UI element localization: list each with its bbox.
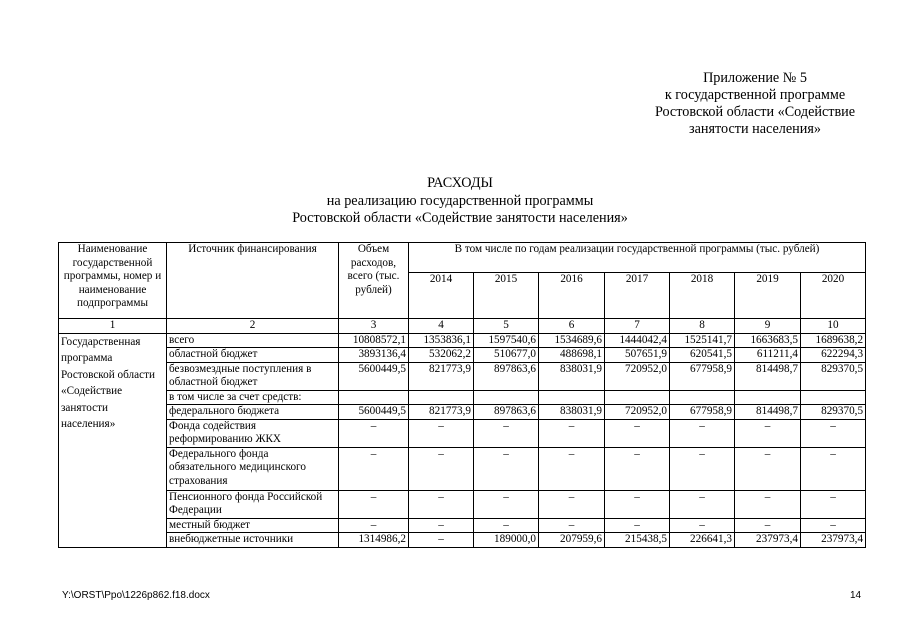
value-cell: – [670, 490, 735, 518]
source-cell: Федерального фонда обязательного медицинского страхования [167, 447, 339, 490]
column-number: 3 [339, 319, 409, 334]
value-cell: – [735, 518, 801, 533]
appendix-block [600, 70, 905, 138]
value-cell: – [801, 490, 866, 518]
value-cell: – [670, 419, 735, 447]
header-year: 2018 [670, 273, 735, 319]
table-row [59, 362, 866, 390]
value-cell: – [735, 447, 801, 490]
header-year: 2017 [605, 273, 670, 319]
value-cell: 226641,3 [670, 533, 735, 548]
header-year: 2020 [801, 273, 866, 319]
value-cell: 1353836,1 [409, 333, 474, 348]
column-number: 5 [474, 319, 539, 334]
value-cell: 814498,7 [735, 405, 801, 420]
value-cell: 720952,0 [605, 405, 670, 420]
expenses-table [58, 242, 866, 548]
appendix-line: Приложение № 5 [703, 70, 807, 86]
table-row [59, 333, 866, 348]
value-cell: – [801, 419, 866, 447]
source-cell: внебюджетные источники [167, 533, 339, 548]
appendix-line: занятости населения» [689, 121, 821, 137]
value-cell: 677958,9 [670, 362, 735, 390]
header-total: Объем расходов, всего (тыс. рублей) [339, 243, 409, 319]
value-cell: 507651,9 [605, 348, 670, 363]
value-cell: – [474, 518, 539, 533]
table-row [59, 518, 866, 533]
value-cell: 3893136,4 [339, 348, 409, 363]
value-cell: 488698,1 [539, 348, 605, 363]
title-line: на реализацию государственной программы [326, 192, 594, 209]
program-name: Государственная программа Ростовской области «Содействие занятости населения» [59, 333, 167, 547]
value-cell: 1689638,2 [801, 333, 866, 348]
value-cell: 821773,9 [409, 405, 474, 420]
value-cell: 720952,0 [605, 362, 670, 390]
value-cell: – [409, 533, 474, 548]
value-cell: – [474, 447, 539, 490]
column-number-row [59, 319, 866, 334]
value-cell: 814498,7 [735, 362, 801, 390]
table-row [59, 447, 866, 490]
table-row [59, 419, 866, 447]
value-cell: 1525141,7 [670, 333, 735, 348]
value-cell: 237973,4 [801, 533, 866, 548]
appendix-line: к государственной программе [664, 87, 846, 103]
value-cell [409, 390, 474, 405]
header-year: 2014 [409, 273, 474, 319]
value-cell: 838031,9 [539, 362, 605, 390]
value-cell: 532062,2 [409, 348, 474, 363]
value-cell: 510677,0 [474, 348, 539, 363]
page-number: 14 [850, 590, 862, 601]
value-cell: – [605, 419, 670, 447]
value-cell: – [409, 490, 474, 518]
value-cell: – [801, 518, 866, 533]
table-row [59, 533, 866, 548]
value-cell: 620541,5 [670, 348, 735, 363]
value-cell: 821773,9 [409, 362, 474, 390]
value-cell: – [670, 518, 735, 533]
value-cell [670, 390, 735, 405]
table-row [59, 405, 866, 420]
value-cell: 207959,6 [539, 533, 605, 548]
value-cell: 5600449,5 [339, 405, 409, 420]
header-source: Источник финансирования [167, 243, 339, 319]
header-name: Наименование государственной программы, номер и наименование подпрограммы [59, 243, 167, 319]
value-cell: – [801, 447, 866, 490]
value-cell: – [735, 490, 801, 518]
value-cell: – [735, 419, 801, 447]
value-cell [474, 390, 539, 405]
title-line: РАСХОДЫ [427, 175, 493, 191]
value-cell: 189000,0 [474, 533, 539, 548]
column-number: 10 [801, 319, 866, 334]
source-cell: безвозмездные поступления в областной бюджет [167, 362, 339, 390]
appendix-line: Ростовской области «Содействие [654, 104, 856, 120]
source-cell: областной бюджет [167, 348, 339, 363]
value-cell: – [605, 518, 670, 533]
source-cell: Пенсионного фонда Российской Федерации [167, 490, 339, 518]
column-number: 2 [167, 319, 339, 334]
value-cell: 897863,6 [474, 405, 539, 420]
value-cell [605, 390, 670, 405]
value-cell: – [670, 447, 735, 490]
value-cell: – [339, 518, 409, 533]
value-cell: 611211,4 [735, 348, 801, 363]
value-cell: – [539, 490, 605, 518]
value-cell: 1314986,2 [339, 533, 409, 548]
value-cell: – [474, 490, 539, 518]
source-cell: Фонда содействия реформированию ЖКХ [167, 419, 339, 447]
value-cell: 237973,4 [735, 533, 801, 548]
value-cell: – [409, 518, 474, 533]
value-cell [339, 390, 409, 405]
header-year: 2019 [735, 273, 801, 319]
value-cell: – [539, 447, 605, 490]
value-cell: 1534689,6 [539, 333, 605, 348]
column-number: 1 [59, 319, 167, 334]
value-cell [735, 390, 801, 405]
value-cell: – [409, 419, 474, 447]
column-number: 6 [539, 319, 605, 334]
title-line: Ростовской области «Содействие занятости населения» [292, 210, 628, 226]
value-cell: – [539, 518, 605, 533]
value-cell [539, 390, 605, 405]
column-number: 8 [670, 319, 735, 334]
file-path: Y:\ORST\Ppo\1226p862.f18.docx [62, 590, 210, 601]
value-cell: 677958,9 [670, 405, 735, 420]
value-cell: – [605, 490, 670, 518]
value-cell: – [339, 490, 409, 518]
value-cell: – [339, 419, 409, 447]
value-cell: 622294,3 [801, 348, 866, 363]
header-year: 2016 [539, 273, 605, 319]
value-cell: 5600449,5 [339, 362, 409, 390]
value-cell: – [409, 447, 474, 490]
column-number: 7 [605, 319, 670, 334]
source-cell: всего [167, 333, 339, 348]
header-year: 2015 [474, 273, 539, 319]
value-cell: 829370,5 [801, 405, 866, 420]
source-cell: местный бюджет [167, 518, 339, 533]
value-cell: – [474, 419, 539, 447]
value-cell: 838031,9 [539, 405, 605, 420]
table-row [59, 390, 866, 405]
value-cell: – [605, 447, 670, 490]
table-row [59, 348, 866, 363]
value-cell: 1444042,4 [605, 333, 670, 348]
document-title [160, 175, 760, 228]
column-number: 4 [409, 319, 474, 334]
column-number: 9 [735, 319, 801, 334]
value-cell: 10808572,1 [339, 333, 409, 348]
table-row [59, 490, 866, 518]
source-cell: федерального бюджета [167, 405, 339, 420]
value-cell [801, 390, 866, 405]
value-cell: 215438,5 [605, 533, 670, 548]
value-cell: 1597540,6 [474, 333, 539, 348]
value-cell: 1663683,5 [735, 333, 801, 348]
source-cell: в том числе за счет средств: [167, 390, 339, 405]
value-cell: 829370,5 [801, 362, 866, 390]
value-cell: 897863,6 [474, 362, 539, 390]
value-cell: – [539, 419, 605, 447]
header-by-years: В том числе по годам реализации государственной программы (тыс. рублей) [409, 243, 866, 273]
value-cell: – [339, 447, 409, 490]
